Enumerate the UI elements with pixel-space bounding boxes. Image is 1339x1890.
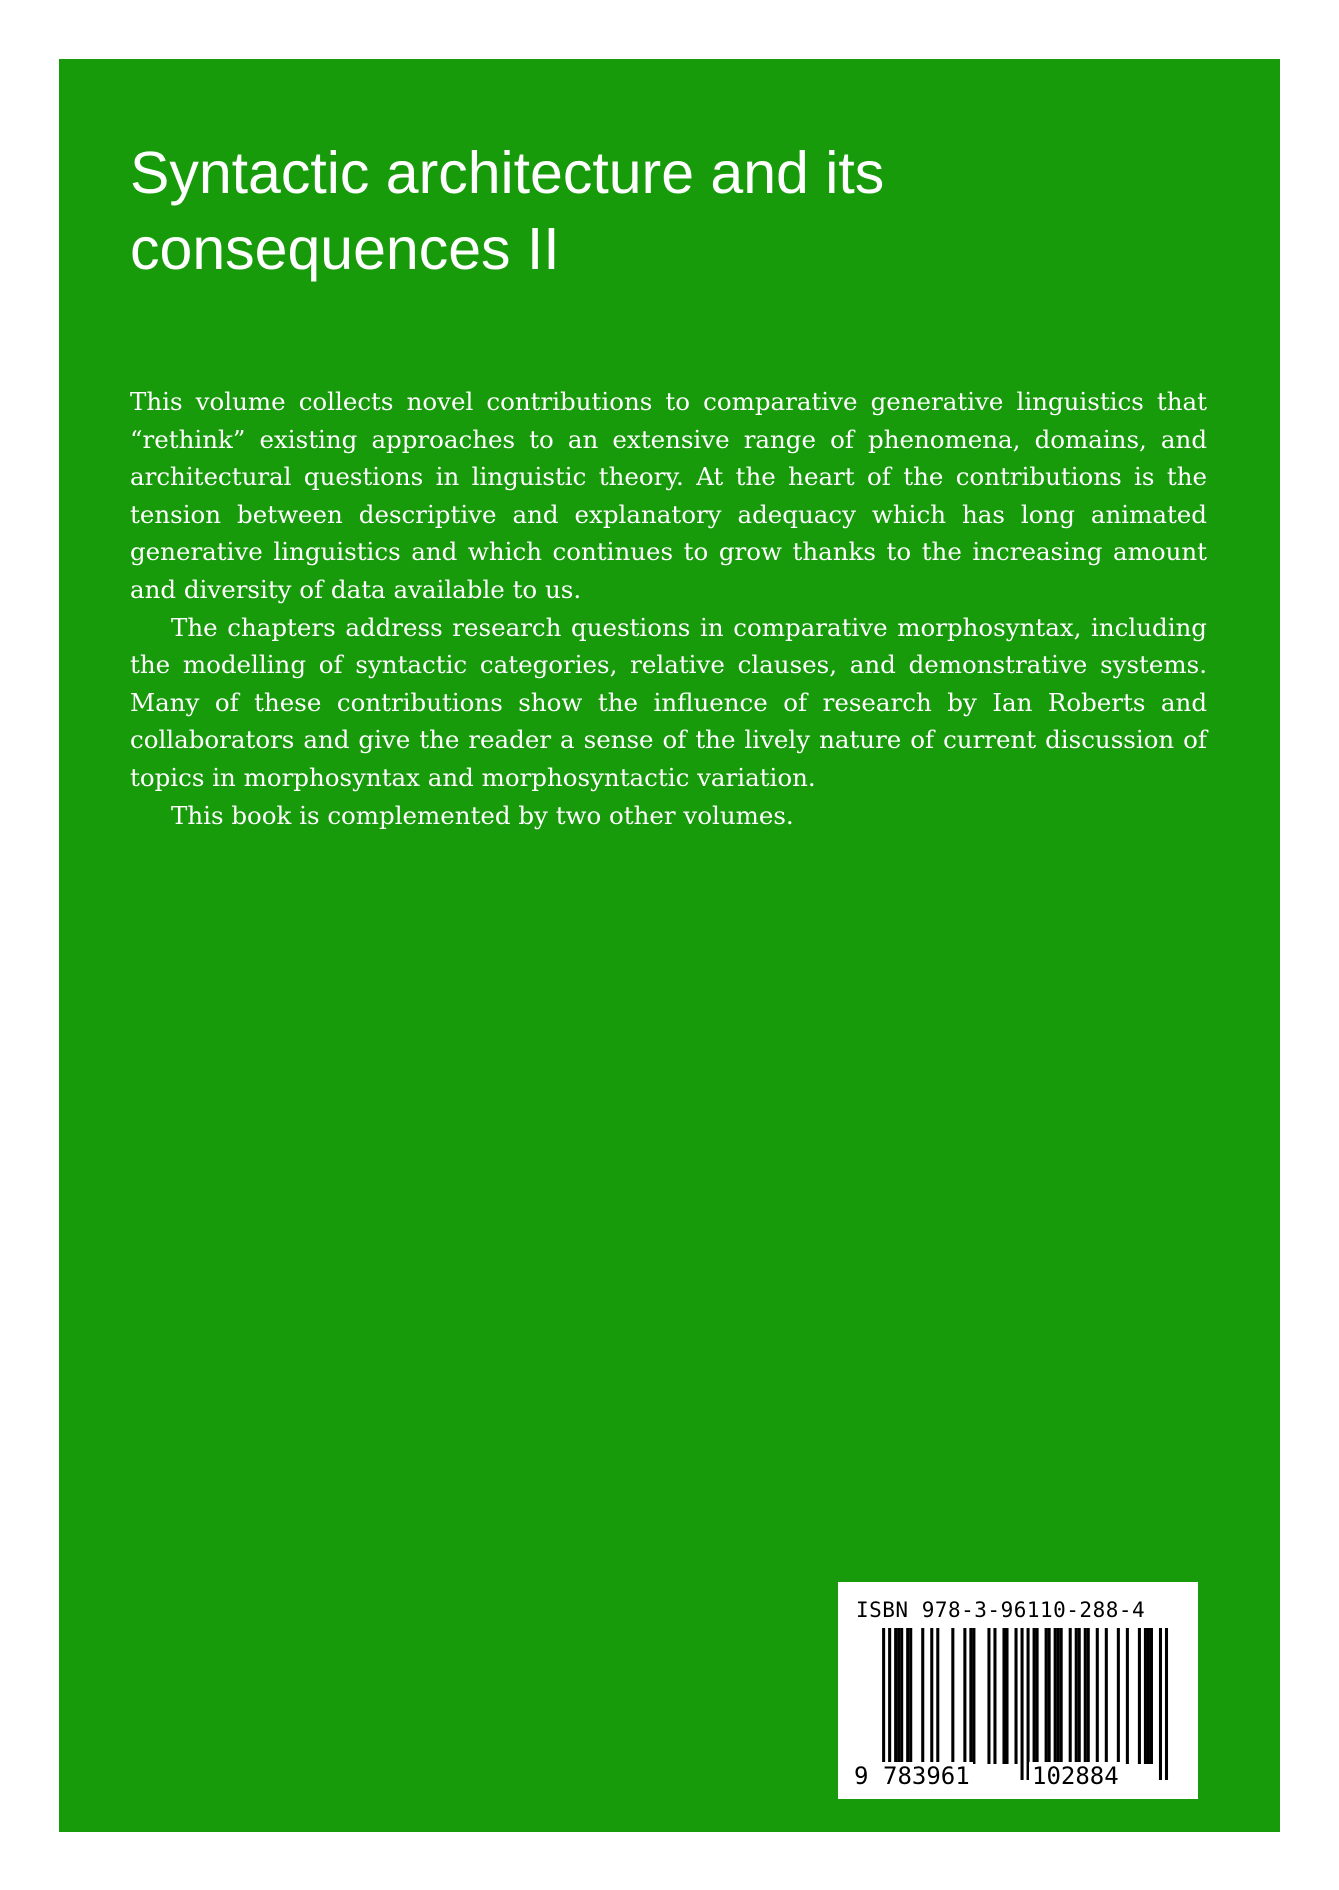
barcode-bar [969,1628,972,1764]
barcode-bar [963,1628,966,1764]
barcode-bar [1005,1628,1008,1764]
barcode-bar [1126,1628,1129,1764]
barcode-bar [1105,1628,1108,1764]
blurb-paragraph-3: This book is complemented by two other volumes. [171,800,794,830]
barcode-bar [909,1628,912,1764]
barcode-bar [1002,1628,1005,1764]
barcode-bar [1015,1628,1018,1764]
barcode-bar [1150,1628,1153,1764]
barcode-bar [1033,1628,1036,1764]
barcode-bar [1027,1628,1030,1780]
book-title: Syntactic architecture and its consequences II [130,140,885,282]
barcode-bar [1048,1628,1051,1764]
blurb-paragraph-1: This volume collects novel contributions to comparative generative linguistics that “rethink” existing approaches to an extensive range of phenomena, domains, and architectural questions in linguistic theory. At the heart of the contributions is the tension between descriptive and explanatory adequacy which has long animated generative linguistics and which continues to grow thanks to the increasing amount and diversity of data available to us. [130,387,1207,604]
barcode-bar [894,1628,897,1764]
barcode-bar [882,1628,885,1780]
barcode-bar [1045,1628,1048,1764]
back-cover [59,59,1280,1832]
ean-right-group: 102884 [1029,1762,1122,1790]
barcode-bar [972,1628,975,1764]
barcode-bar [1021,1628,1024,1780]
blurb-paragraph-2: The chapters address research questions in comparative morphosyntax, including the modelling of syntactic categories, relative clauses, and demonstrative systems. Many of these contributions show the influence of research by Ian Roberts and collaborators and give the reader a sense of the lively nature of current discussion of topics in morphosyntax and morphosyntactic variation. [130,612,1207,792]
barcode-bar [1138,1628,1141,1764]
barcode-bar [1096,1628,1099,1764]
isbn-barcode [838,1582,1198,1799]
blurb [130,383,1207,834]
barcode-bar [1117,1628,1120,1764]
barcode-bar [906,1628,909,1764]
isbn-label: ISBN 978-3-96110-288-4 [856,1598,1146,1622]
barcode-bar [987,1628,990,1764]
barcode-bar [1075,1628,1078,1764]
barcode-bar [900,1628,903,1764]
barcode-bar [1165,1628,1168,1780]
barcode-bar [1036,1628,1039,1764]
barcode-bar [1147,1628,1150,1764]
barcode-bar [888,1628,891,1780]
barcode-bar [1144,1628,1147,1764]
barcode-bar [1084,1628,1087,1764]
barcode-bar [921,1628,924,1764]
barcode-bar [1087,1628,1090,1764]
barcode-bar [936,1628,939,1764]
barcode-bar [1078,1628,1081,1764]
barcode-bar [1060,1628,1063,1764]
barcode-bar [951,1628,954,1764]
ean-left-group: 783961 [880,1762,973,1790]
barcode-bar [1159,1628,1162,1780]
barcode-bar [1069,1628,1072,1764]
barcode-bar [930,1628,933,1764]
ean-lead-digit: 9 [854,1762,869,1790]
barcode-bar [993,1628,996,1764]
barcode-bar [897,1628,900,1764]
barcode-bar [1054,1628,1057,1764]
barcode-bar [1057,1628,1060,1764]
